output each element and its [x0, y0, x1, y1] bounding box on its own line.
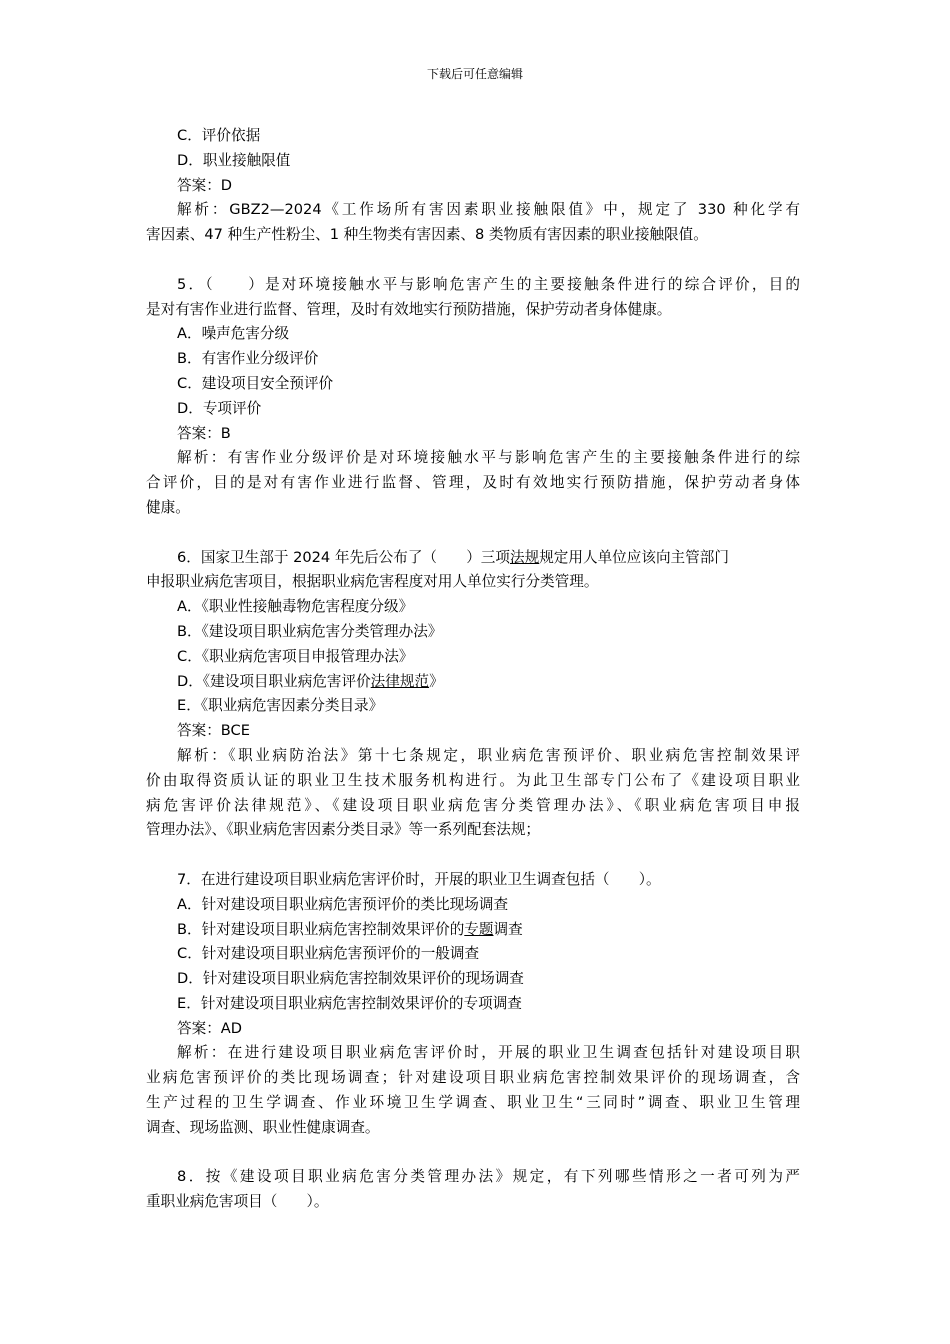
- q5-analysis-line: 健康。: [146, 498, 190, 516]
- q5-stem-line: 是对有害作业进行监督、管理，及时有效地实行预防措施，保护劳动者身体健康。: [146, 300, 672, 318]
- q6-analysis-line: 管理办法》、《职业病危害因素分类目录》等一系列配套法规；: [146, 821, 541, 839]
- q6-stem-text: 规定用人单位应该向主管部门: [539, 548, 729, 566]
- q5-option-a: A．噪声危害分级: [177, 325, 290, 343]
- q6-stem-text: 6．国家卫生部于 2024 年先后公布了（ ）三项: [177, 548, 510, 566]
- q7-option-b: [146, 918, 800, 943]
- q6-option-e: E．《职业病危害因素分类目录》: [177, 697, 384, 715]
- q8-stem-line: 重职业病危害项目（ ）。: [146, 1193, 329, 1211]
- q6-option-d-text: 》: [429, 672, 444, 690]
- q7-option-c: C．针对建设项目职业病危害预评价的一般调查: [177, 945, 480, 963]
- q5-option-b: B．有害作业分级评价: [177, 350, 319, 368]
- q6-option-d-text: D．《建设项目职业病危害评价: [177, 672, 371, 690]
- q6-analysis-line: 解析：《职业病防治法》第十七条规定，职业病危害预评价、职业病危害控制效果评: [177, 746, 800, 764]
- q6-option-a: A．《职业性接触毒物危害程度分级》: [177, 598, 414, 616]
- q6-option-c: C．《职业病危害项目申报管理办法》: [177, 647, 414, 665]
- q5-stem-line: 5．（ ）是对环境接触水平与影响危害产生的主要接触条件进行的综合评价，目的: [177, 275, 800, 293]
- q6-answer: 答案：BCE: [177, 722, 250, 740]
- q7-option-b-text: B．针对建设项目职业病危害控制效果评价的: [177, 920, 465, 938]
- q6-analysis-line: 病危害评价法律规范》、《建设项目职业病危害分类管理办法》、《职业病危害项目申报: [146, 796, 800, 814]
- q7-stem: 7．在进行建设项目职业病危害评价时，开展的职业卫生调查包括（ ）。: [177, 870, 661, 888]
- page-header: 下载后可任意编辑: [426, 67, 523, 81]
- q6-option-d-underlined: 法律规范: [370, 672, 430, 690]
- q8-stem-line: 8．按《建设项目职业病危害分类管理办法》规定，有下列哪些情形之一者可列为严: [177, 1168, 800, 1186]
- q7-analysis-line: 解析：在进行建设项目职业病危害评价时，开展的职业卫生调查包括针对建设项目职: [177, 1044, 800, 1062]
- q6-option-d: [146, 670, 800, 695]
- q7-analysis-line: 生产过程的卫生学调查、作业环境卫生学调查、职业卫生“三同时”调查、职业卫生管理: [146, 1094, 800, 1112]
- q4-option-c: C．评价依据: [177, 127, 261, 144]
- document-body: [146, 124, 800, 1215]
- q7-option-a: A．针对建设项目职业病危害预评价的类比现场调查: [177, 895, 509, 913]
- q5-option-c: C．建设项目安全预评价: [177, 374, 334, 392]
- q6-option-b: B．《建设项目职业病危害分类管理办法》: [177, 622, 443, 640]
- q5-answer: 答案：B: [177, 424, 231, 442]
- q7-analysis-line: 调查、现场监测、职业性健康调查。: [146, 1118, 380, 1136]
- q6-stem-line: [146, 546, 800, 571]
- q5-analysis-line: 合评价，目的是对有害作业进行监督、管理，及时有效地实行预防措施，保护劳动者身体: [146, 474, 800, 492]
- q4-option-d: D．职业接触限值: [177, 151, 291, 169]
- q7-answer: 答案：AD: [177, 1019, 243, 1037]
- q5-analysis-line: 解析：有害作业分级评价是对环境接触水平与影响危害产生的主要接触条件进行的综: [177, 449, 800, 467]
- q7-option-b-text: 调查: [493, 920, 523, 938]
- q6-stem-underlined: 法规: [510, 548, 540, 566]
- q4-analysis-line: 害因素、47 种生产性粉尘、1 种生物类有害因素、8 类物质有害因素的职业接触限值。: [146, 226, 708, 244]
- q6-analysis-line: 价由取得资质认证的职业卫生技术服务机构进行。为此卫生部专门公布了《建设项目职业: [146, 771, 800, 789]
- q7-analysis-line: 业病危害预评价的类比现场调查；针对建设项目职业病危害控制效果评价的现场调查，含: [146, 1069, 800, 1087]
- q6-stem-line: 申报职业病危害项目，根据职业病危害程度对用人单位实行分类管理。: [146, 573, 599, 591]
- q4-answer: 答案：D: [177, 176, 233, 194]
- q7-option-e: E．针对建设项目职业病危害控制效果评价的专项调查: [177, 994, 522, 1012]
- q7-option-d: D．针对建设项目职业病危害控制效果评价的现场调查: [177, 970, 524, 988]
- q7-option-b-underlined: 专题: [464, 920, 494, 938]
- q5-option-d: D．专项评价: [177, 399, 262, 417]
- q4-analysis-line: 解析：GBZ2—2024《工作场所有害因素职业接触限值》中，规定了 330 种化学有: [177, 201, 800, 219]
